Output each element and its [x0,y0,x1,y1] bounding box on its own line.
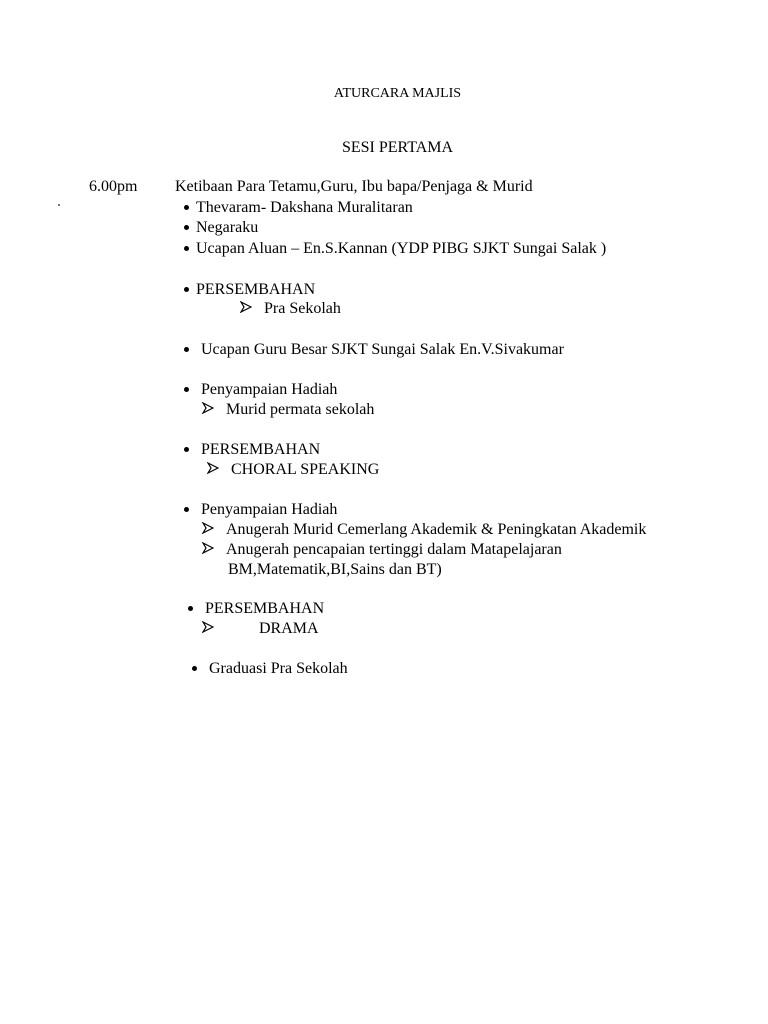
arrow-bullet-icon [240,301,252,313]
arrow-bullet-icon [202,542,214,554]
bullet-icon [188,606,193,611]
session-title: SESI PERTAMA [341,139,454,156]
list-item: Penyampaian Hadiah [184,500,337,520]
bullet-icon [184,287,189,292]
bullet-icon [184,225,189,230]
arrow-bullet-icon [207,462,219,474]
sub-list-item: Anugerah pencapaian tertinggi dalam Matapelajaran [202,540,562,560]
list-item: PERSEMBAHAN [184,280,315,300]
sub-list-item: Murid permata sekolah [202,400,374,420]
bullet-icon [184,447,189,452]
list-item: Ucapan Aluan – En.S.Kannan (YDP PIBG SJKT Sungai Salak ) [184,239,606,259]
arrow-bullet-icon [202,522,214,534]
arrow-bullet-icon [202,402,214,414]
list-item: Negaraku [184,218,258,238]
list-item: Penyampaian Hadiah [184,380,337,400]
list-item: Graduasi Pra Sekolah [192,659,348,679]
bullet-icon [184,205,189,210]
list-item: Ucapan Guru Besar SJKT Sungai Salak En.V.Sivakumar [184,340,564,360]
sub-list-item: DRAMA [202,619,319,639]
arrival-text: Ketibaan Para Tetamu,Guru, Ibu bapa/Penjaga & Murid [175,178,533,195]
bullet-icon [184,507,189,512]
list-item: Thevaram- Dakshana Muralitaran [184,198,413,218]
arrow-bullet-icon [202,621,214,633]
sub-list-item-continuation: BM,Matematik,BI,Sains dan BT) [228,561,442,578]
sub-list-item: CHORAL SPEAKING [207,460,379,480]
stray-dot [58,204,60,206]
sub-list-item: Anugerah Murid Cemerlang Akademik & Peningkatan Akademik [202,520,646,540]
time-label: 6.00pm [89,178,138,195]
sub-list-item: Pra Sekolah [240,299,341,319]
bullet-icon [184,347,189,352]
list-item: PERSEMBAHAN [188,599,324,619]
bullet-icon [184,387,189,392]
document-title: ATURCARA MAJLIS [333,86,462,101]
bullet-icon [184,246,189,251]
list-item: PERSEMBAHAN [184,440,320,460]
bullet-icon [192,666,197,671]
